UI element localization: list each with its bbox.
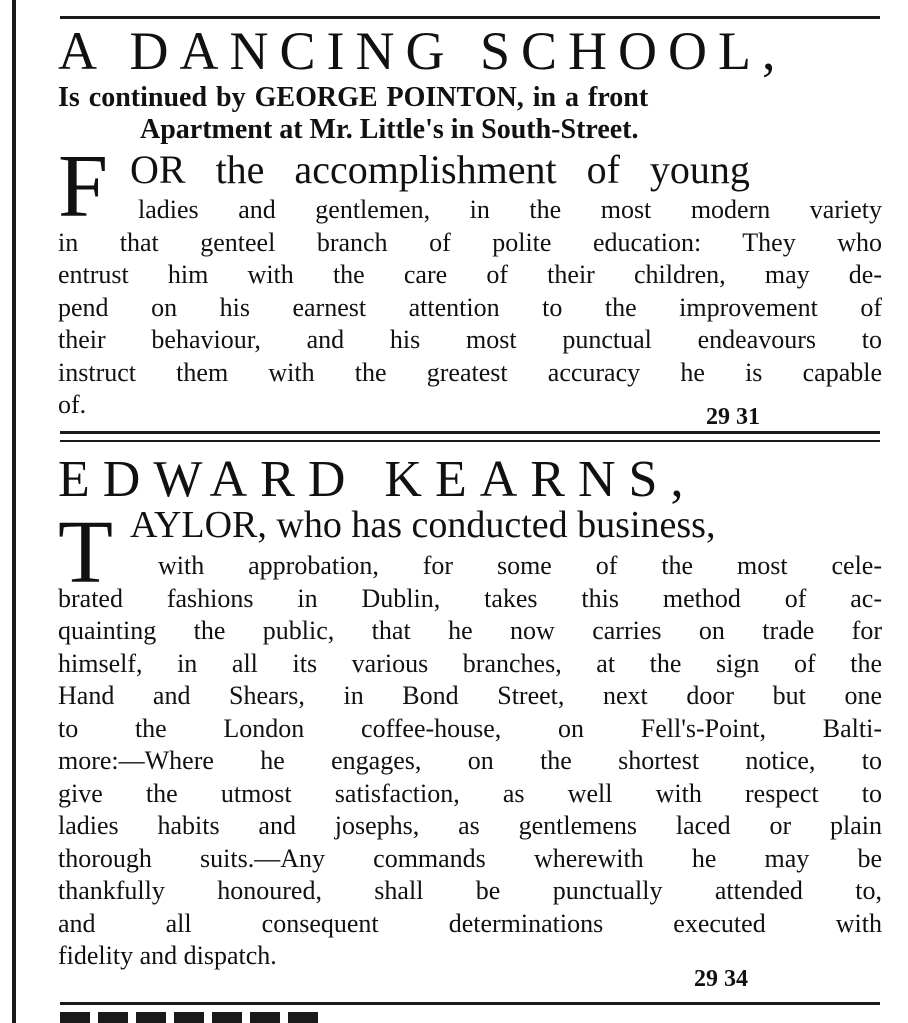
ad2-body-line: ladies habits and josephs, as gentlemens laced or plain	[58, 811, 882, 840]
top-divider-rule	[60, 16, 880, 19]
ad1-lead-line: OR the accomplishment of young	[130, 147, 750, 192]
ad2-body-line: thankfully honoured, shall be punctually attended to,	[58, 876, 882, 905]
ad2-headline: EDWARD KEARNS,	[58, 451, 697, 508]
ad1-drop-cap: F	[58, 137, 109, 236]
ad2-body-line: to the London coffee-house, on Fell's-Point, Balti-	[58, 713, 882, 743]
ad1-body-line: of.	[58, 390, 87, 419]
ad1-body-line: in that genteel branch of polite education: They who	[58, 227, 882, 257]
section-divider-rule-thin	[60, 440, 880, 442]
ad1-body-line: instruct them with the greatest accuracy he is capable	[58, 357, 882, 387]
ad2-body-line: brated fashions in Dublin, takes this method of ac-	[58, 583, 882, 613]
ad1-body-line: their behaviour, and his most punctual endeavours to	[58, 325, 882, 354]
ad2-body-line: give the utmost satisfaction, as well with respect to	[58, 778, 882, 808]
ad2-body-line: quainting the public, that he now carries on trade for	[58, 616, 882, 645]
ad2-body-line: Hand and Shears, in Bond Street, next door but one	[58, 681, 882, 710]
ad1-body-line: pend on his earnest attention to the improvement of	[58, 292, 882, 322]
ad2-lead-line: AYLOR, who has conducted business,	[130, 504, 716, 546]
ad2-body-line: himself, in all its various branches, at the sign of the	[58, 648, 882, 678]
bottom-divider-rule	[60, 1002, 880, 1005]
ad2-body-text	[58, 550, 882, 973]
ad1-body-line: ladies and gentlemen, in the most modern variety	[138, 195, 882, 224]
ad1-subheading-line1: Is continued by GEORGE POINTON, in a front	[58, 82, 649, 113]
ad2-body-line: and all consequent determinations executed with	[58, 908, 882, 938]
ad1-subheading-line2: Apartment at Mr. Little's in South-Street.	[140, 114, 639, 145]
ad2-body-line: thorough suits.—Any commands wherewith he may be	[58, 843, 882, 873]
next-ad-cutoff-text	[60, 1012, 360, 1023]
ad2-body-line: with approbation, for some of the most cele-	[158, 551, 882, 580]
ad2-issue-numbers: 29 34	[694, 966, 748, 992]
section-divider-rule	[60, 431, 880, 434]
ad1-body-line: entrust him with the care of their children, may de-	[58, 260, 882, 289]
column-border-left	[12, 0, 16, 1023]
ad1-headline: A DANCING SCHOOL,	[58, 21, 787, 81]
ad1-issue-numbers: 29 31	[706, 404, 760, 430]
ad1-body-text	[58, 194, 882, 422]
ad2-body-line: more:—Where he engages, on the shortest notice, to	[58, 746, 882, 775]
ad2-body-line: fidelity and dispatch.	[58, 941, 277, 970]
ad2-drop-cap: T	[58, 503, 113, 602]
